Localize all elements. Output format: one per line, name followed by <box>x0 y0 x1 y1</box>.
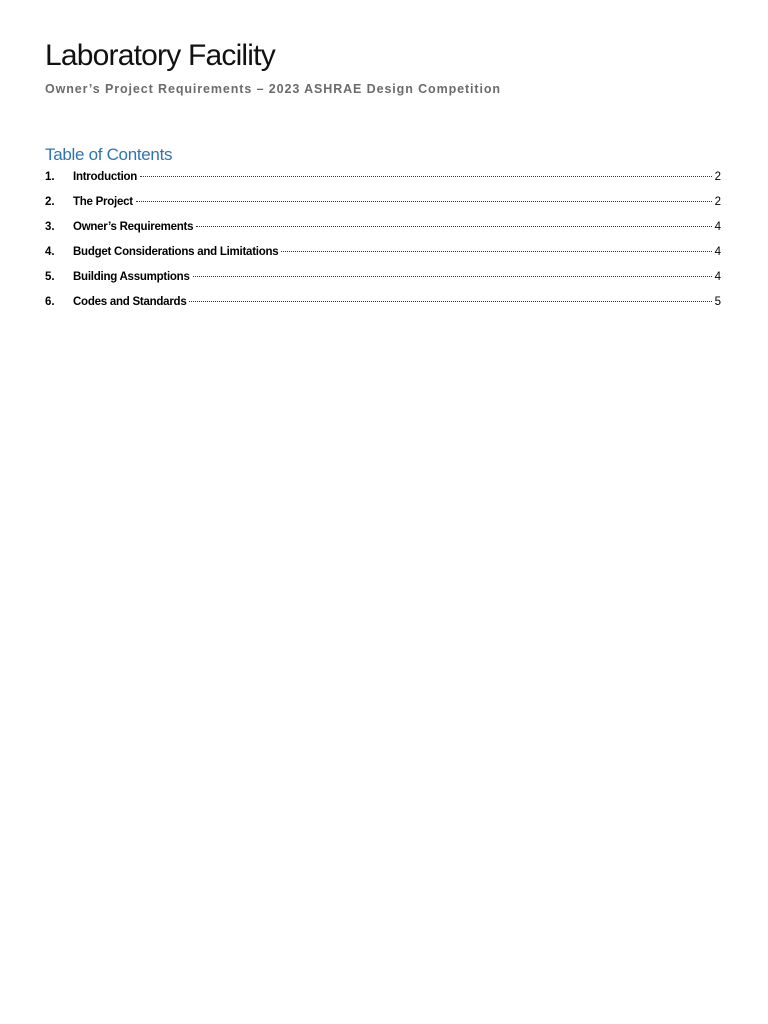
dot-leader <box>140 176 712 177</box>
toc-entry-page: 4 <box>714 221 721 233</box>
toc-entry-title: Owner’s Requirements <box>73 221 194 233</box>
dot-leader <box>136 201 712 202</box>
toc-entry-budget-considerations[interactable] <box>45 246 721 271</box>
toc-entry-number: 4. <box>45 246 55 258</box>
toc-entry-page: 4 <box>714 246 721 258</box>
document-title: Laboratory Facility <box>45 39 275 72</box>
toc-heading: Table of Contents <box>45 145 173 164</box>
dot-leader <box>281 251 711 252</box>
toc-entry-title: Building Assumptions <box>73 271 190 283</box>
toc-entry-page: 4 <box>714 271 721 283</box>
table-of-contents <box>45 171 721 321</box>
dot-leader <box>189 301 711 302</box>
toc-entry-title: Codes and Standards <box>73 296 187 308</box>
toc-entry-introduction[interactable] <box>45 171 721 196</box>
toc-entry-title: The Project <box>73 196 133 208</box>
dot-leader <box>196 226 711 227</box>
toc-entry-title: Budget Considerations and Limitations <box>73 246 279 258</box>
document-subtitle: Owner’s Project Requirements – 2023 ASHRAE Design Competition <box>45 82 501 96</box>
toc-entry-the-project[interactable] <box>45 196 721 221</box>
toc-entry-page: 5 <box>714 296 721 308</box>
toc-entry-number: 6. <box>45 296 55 308</box>
toc-entry-codes-and-standards[interactable] <box>45 296 721 321</box>
toc-entry-owners-requirements[interactable] <box>45 221 721 246</box>
toc-entry-number: 5. <box>45 271 55 283</box>
toc-entry-title: Introduction <box>73 171 138 183</box>
toc-entry-number: 3. <box>45 221 55 233</box>
toc-entry-page: 2 <box>714 171 721 183</box>
toc-entry-number: 1. <box>45 171 55 183</box>
toc-entry-number: 2. <box>45 196 55 208</box>
toc-entry-page: 2 <box>714 196 721 208</box>
dot-leader <box>193 276 712 277</box>
toc-entry-building-assumptions[interactable] <box>45 271 721 296</box>
